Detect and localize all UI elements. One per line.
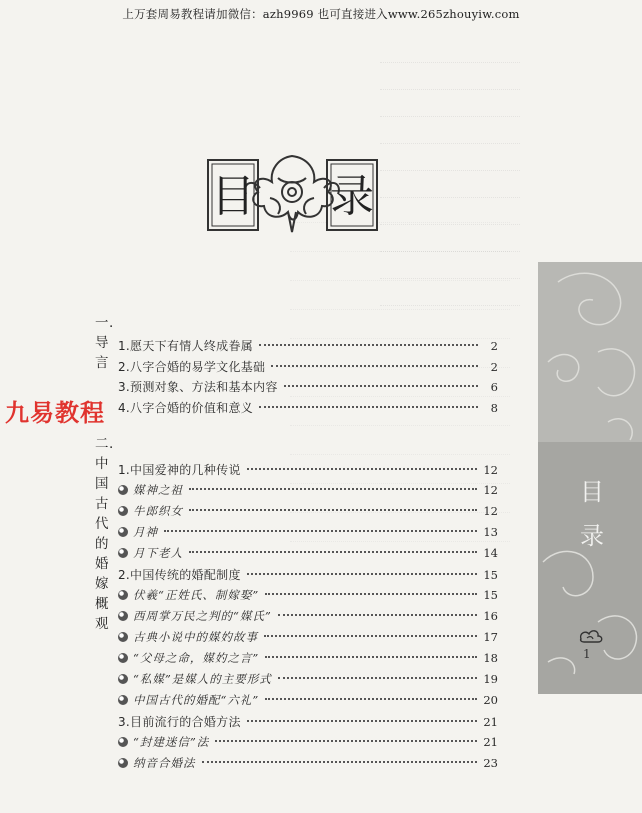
toc-entry[interactable]	[118, 482, 498, 500]
toc-entry-label: “父母之命，媒妁之言”	[133, 651, 260, 665]
leader-dots	[259, 406, 478, 408]
toc-entry-label: 1.愿天下有情人终成眷属	[118, 339, 254, 353]
leader-dots	[189, 509, 477, 511]
toc-entry[interactable]	[118, 734, 498, 752]
toc-entry-page: 2	[490, 360, 498, 374]
toc-entry-page: 17	[483, 630, 498, 644]
toc-entry-label: “私媒”是媒人的主要形式	[133, 672, 272, 686]
toc-entry-label: 纳音合婚法	[133, 756, 196, 770]
title-char-lu: 录	[330, 171, 374, 222]
toc-entry[interactable]	[118, 755, 498, 773]
toc-entry-page: 16	[483, 609, 498, 623]
toc-entry-label: 媒神之祖	[133, 483, 183, 497]
leader-dots	[247, 720, 478, 722]
yin-yang-bullet-icon	[118, 695, 128, 705]
toc-entry-page: 6	[490, 380, 498, 394]
toc-entry-page: 21	[483, 735, 498, 749]
toc-entry-label: 4.八字合婚的价值和意义	[118, 401, 254, 415]
page-number: 1	[583, 647, 591, 661]
toc-entry[interactable]	[118, 399, 498, 417]
toc-entry-label: 2.八字合婚的易学文化基础	[118, 360, 266, 374]
brand-overlay-text: 九易教程	[5, 399, 105, 427]
toc-entry-label: 牛郎织女	[133, 504, 183, 518]
leader-dots	[189, 551, 477, 553]
toc-entry-label: 1.中国爱神的几种传说	[118, 463, 241, 477]
toc-entry[interactable]	[118, 692, 498, 710]
leader-dots	[202, 761, 478, 763]
toc-entry-page: 15	[483, 588, 498, 602]
toc-entry[interactable]	[118, 608, 498, 626]
title-ornament	[200, 148, 385, 243]
side-tab-char: 目	[580, 478, 604, 506]
toc-entry[interactable]	[118, 671, 498, 689]
toc-entry-label: 古典小说中的媒妁故事	[133, 630, 258, 644]
toc-entry-label: 月下老人	[133, 546, 183, 560]
toc-entry-label: 西周掌万民之判的“媒氏”	[133, 609, 272, 623]
toc-entry[interactable]	[118, 503, 498, 521]
toc-entry-label: 2.中国传统的婚配制度	[118, 568, 241, 582]
leader-dots	[164, 530, 477, 532]
side-tab-char: 录	[580, 522, 604, 550]
yin-yang-bullet-icon	[118, 758, 128, 768]
yin-yang-bullet-icon	[118, 653, 128, 663]
leader-dots	[265, 656, 477, 658]
yin-yang-bullet-icon	[118, 527, 128, 537]
cloud-icon	[578, 627, 604, 645]
toc-entry-page: 8	[490, 401, 498, 415]
toc-entry-label: 伏羲“正姓氏、制嫁娶”	[133, 588, 260, 602]
toc-entry-page: 13	[483, 525, 498, 539]
yin-yang-bullet-icon	[118, 674, 128, 684]
title-char-mu: 目	[211, 171, 255, 222]
toc-entry-page: 18	[483, 651, 498, 665]
leader-dots	[265, 593, 477, 595]
toc-entry-page: 21	[483, 715, 498, 729]
toc-entry[interactable]	[118, 524, 498, 542]
toc-entry[interactable]	[118, 629, 498, 647]
leader-dots	[189, 488, 477, 490]
toc-entry[interactable]	[118, 378, 498, 396]
toc-entry-page: 20	[483, 693, 498, 707]
leader-dots	[259, 344, 478, 346]
toc-entry[interactable]	[118, 566, 498, 584]
toc-entry-label: 3.预测对象、方法和基本内容	[118, 380, 278, 394]
leader-dots	[284, 385, 478, 387]
watermark-text: 上万套周易教程请加微信：azh9969 也可直接进入www.265zhouyiw.com	[122, 7, 520, 21]
toc-entry-page: 12	[483, 463, 498, 477]
toc-entry[interactable]	[118, 713, 498, 731]
section-heading: 一.导言	[95, 315, 114, 371]
toc-entry-page: 15	[483, 568, 498, 582]
yin-yang-bullet-icon	[118, 737, 128, 747]
toc-entry[interactable]	[118, 461, 498, 479]
toc-entry[interactable]	[118, 337, 498, 355]
toc-entry-page: 14	[483, 546, 498, 560]
leader-dots	[247, 468, 478, 470]
toc-entry-label: 3.目前流行的合婚方法	[118, 715, 241, 729]
yin-yang-bullet-icon	[118, 632, 128, 642]
leader-dots	[247, 573, 478, 575]
yin-yang-bullet-icon	[118, 590, 128, 600]
yin-yang-bullet-icon	[118, 548, 128, 558]
toc-entry-label: “封建迷信”法	[133, 735, 210, 749]
toc-entry[interactable]	[118, 650, 498, 668]
leader-dots	[278, 614, 478, 616]
toc-entry-label: 中国古代的婚配“六礼”	[133, 693, 260, 707]
toc-entry-page: 12	[483, 504, 498, 518]
leader-dots	[264, 635, 477, 637]
toc-entry[interactable]	[118, 545, 498, 563]
toc-entry-page: 2	[490, 339, 498, 353]
section-heading: 二.中国古代的婚嫁概观	[95, 436, 114, 632]
leader-dots	[278, 677, 478, 679]
toc-entry-label: 月神	[133, 525, 158, 539]
leader-dots	[215, 740, 477, 742]
toc-entry-page: 19	[483, 672, 498, 686]
yin-yang-bullet-icon	[118, 506, 128, 516]
yin-yang-bullet-icon	[118, 485, 128, 495]
toc-entry-page: 23	[483, 756, 498, 770]
side-tab-label	[577, 470, 607, 558]
leader-dots	[271, 365, 478, 367]
toc-entry[interactable]	[118, 587, 498, 605]
toc-entry-page: 12	[483, 483, 498, 497]
yin-yang-bullet-icon	[118, 611, 128, 621]
toc-entry[interactable]	[118, 358, 498, 376]
leader-dots	[265, 698, 477, 700]
